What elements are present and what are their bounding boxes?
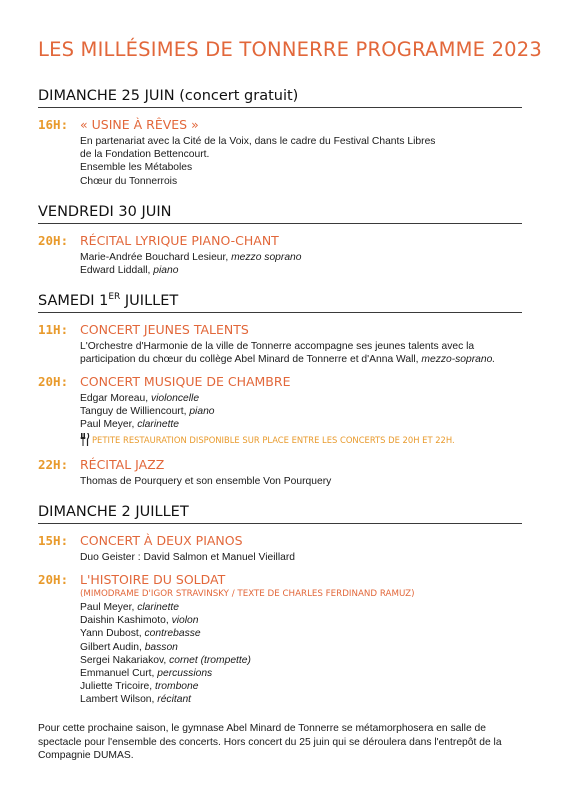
line-text: Ensemble les Métaboles <box>80 162 193 174</box>
line-role: mezzo soprano <box>231 252 302 263</box>
line-role: violon <box>171 615 199 627</box>
event-4 <box>38 374 538 447</box>
event-line <box>80 667 538 680</box>
event-lines <box>80 551 538 564</box>
event-line <box>80 148 538 161</box>
line-text: Tanguy de Williencourt, <box>80 406 190 418</box>
line-text: Daishin Kashimoto, <box>80 615 172 627</box>
line-text: Juliette Tricoire, <box>80 681 155 693</box>
line-text: Gilbert Audin, <box>80 641 145 653</box>
event-line <box>80 353 538 366</box>
event-subtitle: (MIMODRAME D'IGOR STRAVINSKY / TEXTE DE CHARLES FERDINAND RAMUZ) <box>80 589 415 599</box>
event-line <box>80 405 538 418</box>
line-role: contrebasse <box>144 628 201 640</box>
fork-knife-icon <box>80 433 90 448</box>
event-title: RÉCITAL LYRIQUE PIANO-CHANT <box>80 233 279 248</box>
line-role: percussions <box>157 668 213 680</box>
event-7 <box>38 572 538 707</box>
event-line <box>80 680 538 693</box>
line-text: Marie-Andrée Bouchard Lesieur, <box>80 252 232 263</box>
event-line <box>80 551 538 564</box>
restauration-note <box>80 433 538 447</box>
event-title: « USINE À RÊVES » <box>80 117 199 132</box>
line-text: Paul Meyer, <box>80 602 138 613</box>
line-role: basson <box>144 641 178 653</box>
event-lines <box>80 340 538 366</box>
event-time: 15H: <box>38 533 69 548</box>
event-line <box>80 614 538 627</box>
event-title: CONCERT À DEUX PIANOS <box>80 533 243 548</box>
line-role: violoncelle <box>150 393 200 404</box>
line-role: trombone <box>154 681 199 693</box>
line-text: Yann Dubost, <box>80 628 145 640</box>
day-heading-3-rest: JUILLET <box>120 293 179 309</box>
event-title: L'HISTOIRE DU SOLDAT <box>80 572 226 587</box>
event-time: 20H: <box>38 374 69 389</box>
event-line <box>80 161 538 174</box>
event-title: CONCERT JEUNES TALENTS <box>80 322 249 337</box>
event-time: 16H: <box>38 117 69 132</box>
event-lines <box>80 392 538 432</box>
event-header <box>38 117 538 133</box>
line-text: En partenariat avec la Cité de la Voix, dans le cadre du Festival Chants Libres <box>80 136 436 147</box>
line-role: piano <box>189 406 215 418</box>
event-line <box>80 135 538 148</box>
day-heading-3-main: SAMEDI 1 <box>38 293 109 309</box>
event-line <box>80 641 538 654</box>
event-line <box>80 264 538 277</box>
event-header <box>38 374 538 390</box>
event-line <box>80 601 538 614</box>
event-lines <box>80 475 538 488</box>
event-title: CONCERT MUSIQUE DE CHAMBRE <box>80 374 291 389</box>
event-line <box>80 340 538 353</box>
event-header <box>38 533 538 549</box>
event-line <box>80 175 538 188</box>
event-lines <box>80 601 538 707</box>
line-text: Thomas de Pourquery et son ensemble Von Pourquery <box>80 476 332 487</box>
event-1 <box>38 117 538 188</box>
page-title: LES MILLÉSIMES DE TONNERRE PROGRAMME 2023 <box>38 38 543 61</box>
line-role: mezzo-soprano. <box>421 354 496 366</box>
event-line <box>80 418 538 431</box>
line-text: Edward Liddall, <box>80 265 154 277</box>
event-2 <box>38 233 538 277</box>
event-time: 20H: <box>38 572 69 587</box>
line-text: Emmanuel Curt, <box>80 668 158 680</box>
event-time: 20H: <box>38 233 69 248</box>
day-heading-4: DIMANCHE 2 JUILLET <box>38 504 522 524</box>
line-text: de la Fondation Bettencourt. <box>80 149 210 161</box>
event-header <box>38 457 538 473</box>
event-line <box>80 475 538 488</box>
line-role: cornet (trompette) <box>169 654 251 666</box>
line-text: Paul Meyer, <box>80 419 138 431</box>
event-line <box>80 251 538 264</box>
event-lines <box>80 135 538 188</box>
line-text: Lambert Wilson, <box>80 694 158 706</box>
event-3 <box>38 322 538 366</box>
day-heading-3-sup: ER <box>108 292 121 302</box>
line-text: L'Orchestre d'Harmonie de la ville de Tonnerre accompagne ses jeunes talents avec la <box>80 341 475 352</box>
line-text: Chœur du Tonnerrois <box>80 175 178 187</box>
line-text: Sergei Nakariakov, <box>80 654 170 666</box>
event-line <box>80 392 538 405</box>
event-6 <box>38 533 538 564</box>
event-title: RÉCITAL JAZZ <box>80 457 165 472</box>
event-lines <box>80 251 538 277</box>
day-heading-2: VENDREDI 30 JUIN <box>38 204 522 224</box>
line-text: participation du chœur du collège Abel Minard de Tonnerre et d'Anna Wall, <box>80 354 422 366</box>
event-header <box>38 572 538 588</box>
line-text: Duo Geister : David Salmon et Manuel Vieillard <box>80 552 296 563</box>
footer-note: Pour cette prochaine saison, le gymnase Abel Minard de Tonnerre se métamorphosera en salle de spectacle pour l'ensemble des concerts. Hors concert du 25 juin qui se déroulera dans l'entrepôt de la Compagnie DUMAS. <box>38 723 502 762</box>
line-role: clarinette <box>137 419 180 431</box>
event-header <box>38 233 538 249</box>
day-heading-3 <box>38 292 522 313</box>
event-line <box>80 654 538 667</box>
event-line <box>80 627 538 640</box>
day-heading-1: DIMANCHE 25 JUIN (concert gratuit) <box>38 88 522 108</box>
line-role: clarinette <box>137 602 180 613</box>
event-header <box>38 322 538 338</box>
event-5 <box>38 457 538 488</box>
event-line <box>80 693 538 706</box>
event-time: 11H: <box>38 322 69 337</box>
line-text: Edgar Moreau, <box>80 393 151 404</box>
note-text: PETITE RESTAURATION DISPONIBLE SUR PLACE ENTRE LES CONCERTS DE 20H ET 22H. <box>92 434 455 445</box>
line-role: piano <box>153 265 179 277</box>
event-time: 22H: <box>38 457 69 472</box>
line-role: récitant <box>157 694 192 706</box>
